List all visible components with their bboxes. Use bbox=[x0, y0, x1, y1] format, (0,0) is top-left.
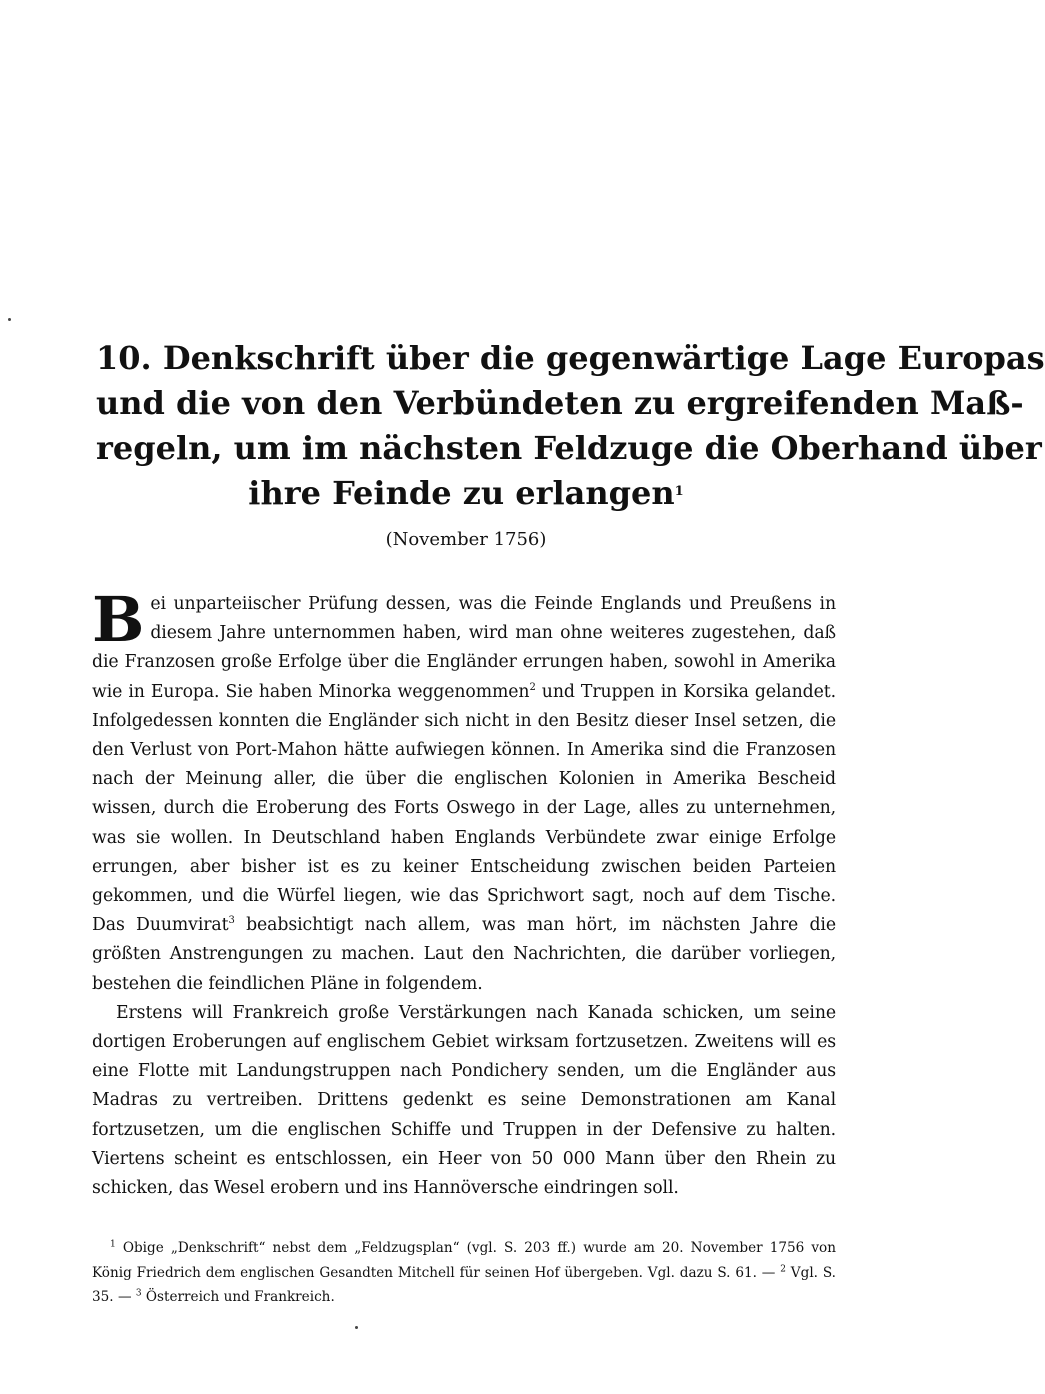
footnote-number-3: 3 bbox=[135, 1288, 142, 1299]
paragraph-1: Bei unparteiischer Prüfung dessen, was die Feinde Englands und Preußens in diesem Jahre unternommen haben, wird man ohne weiteres zugestehen, daß die Franzosen große Erfolge über die Engländer errungen haben, sowohl in Amerika wie in Europa. Sie haben Minorka weggenommen$^2$ und Truppen in Korsika gelandet. Infolgedessen konnten die Engländer sich nicht in den Besitz dieser Insel setzen, die den Verlust von Port-Mahon hätte aufwiegen können. In Amerika sind die Franzosen nach der Meinung aller, die über die englischen Kolonien in Amerika Bescheid wissen, durch die Eroberung des Forts Oswego in der Lage, alles zu unternehmen, was sie wollen. In Deutschland haben Englands Verbündete zwar einige Erfolge errungen, aber bisher ist es zu keiner Entscheidung zwischen beiden Parteien gekommen, und die Würfel liegen, wie das Sprichwort sagt, noch auf dem Tische. Das Duumvirat$^3$ beabsichtigt nach allem, was man hört, im nächsten Jahre die größten Anstrengungen zu machen. Laut den Nachrichten, die darüber vorliegen, bestehen die feindlichen Pläne in folgendem. bbox=[92, 583, 836, 994]
paragraph-2: Erstens will Frankreich große Verstärkungen nach Kanada schicken, um seine dortigen Eroberungen auf englischem Gebiet wirksam fortzusetzen. Zweitens will es eine Flotte mit Landungstruppen nach Pondichery senden, um die Engländer aus Madras zu vertreiben. Drittens gedenkt es seine Demonstrationen am Kanal fortzusetzen, um die englischen Schiffe und Truppen in der Defensive zu halten. Viertens scheint es entschlossen, ein Heer von 50 000 Mann über den Rhein zu schicken, das Wesel erobern und ins Hannöversche eindringen soll. bbox=[92, 1002, 836, 1199]
body-text bbox=[92, 583, 836, 1203]
chapter-heading bbox=[96, 336, 1045, 516]
heading-line-4: ihre Feinde zu erlangen$^1$ bbox=[248, 474, 684, 512]
heading-line-3: regeln, um im nächsten Feldzuge die Oberhand über bbox=[96, 429, 1042, 467]
heading-line-2: und die von den Verbündeten zu ergreifenden Maß- bbox=[96, 384, 1024, 422]
footnote-ref-3: 3 bbox=[228, 915, 235, 927]
footnote-number-1: 1 bbox=[110, 1239, 116, 1250]
scan-speck bbox=[8, 318, 11, 321]
chapter-number: 10. bbox=[96, 339, 152, 377]
footnote-number-2: 2 bbox=[780, 1263, 786, 1274]
scan-speck bbox=[355, 1326, 358, 1329]
footnote-text-1: Obige „Denkschrift“ nebst dem „Feldzugsplan“ (vgl. S. 203 ff.) wurde am 20. November 1756 von König Friedrich dem englischen Gesandten Mitchell für seinen Hof übergeben. Vgl. dazu S. 61. — bbox=[92, 1240, 836, 1281]
drop-cap: B bbox=[92, 583, 145, 656]
date-subtitle: (November 1756) bbox=[385, 529, 547, 550]
footnote-ref-1: 1 bbox=[674, 484, 684, 499]
footnote-text-3: Österreich und Frankreich. bbox=[141, 1289, 335, 1305]
footnote-ref-2: 2 bbox=[529, 681, 536, 693]
footnote-block bbox=[92, 1236, 836, 1310]
footnotes bbox=[92, 1236, 836, 1310]
heading-line-1: 10. Denkschrift über die gegenwärtige Lage Europas bbox=[96, 339, 1045, 377]
footnote-text-2: Vgl. S. 35. — bbox=[92, 1264, 836, 1305]
